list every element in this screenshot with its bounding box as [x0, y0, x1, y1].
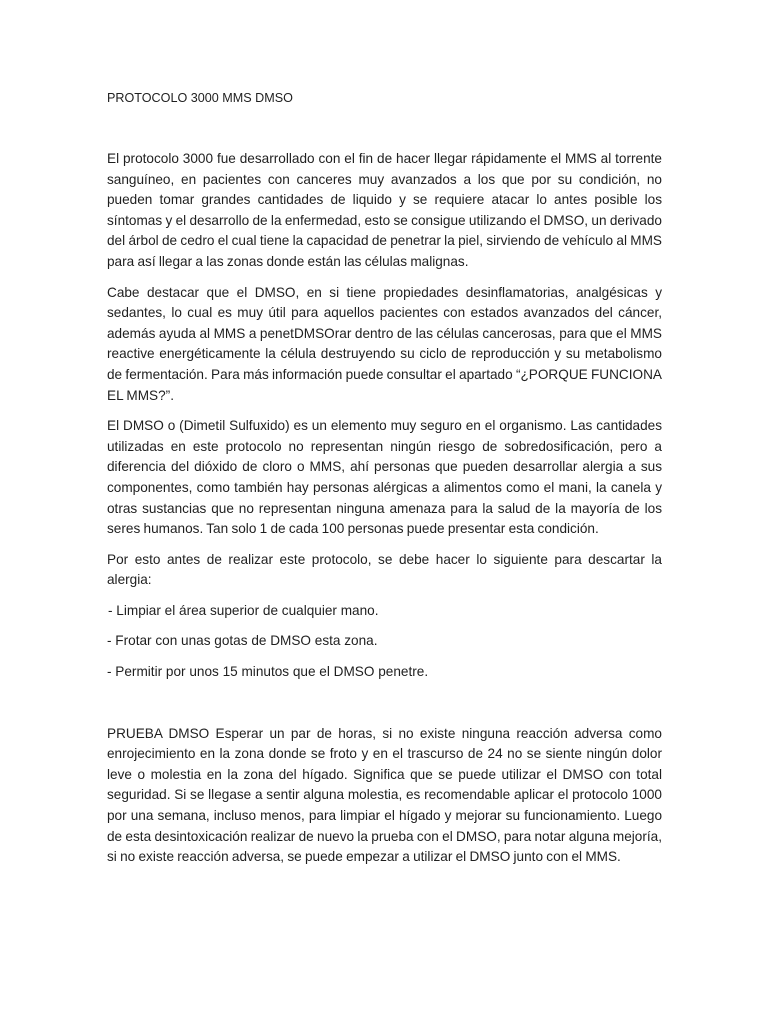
paragraph-dmso-properties: Cabe destacar que el DMSO, en si tiene propiedades desinflamatorias, analgésicas y sedantes, lo cual es muy útil para aquellos pacientes con estados avanzados del cáncer, además ayuda al MMS a penetDMSOrar dentro de las células cancerosas, para que el MMS reactive energéticamente la célula destruyendo su ciclo de reproducción y su metabolismo de fermentación. Para más información puede consultar el apartado “¿PORQUE FUNCIONA EL MMS?”. — [107, 284, 662, 403]
document-title: PROTOCOLO 3000 MMS DMSO — [107, 91, 293, 105]
document-body — [107, 88, 662, 878]
paragraph-dmso-safety: El DMSO o (Dimetil Sulfuxido) es un elemento muy seguro en el organismo. Las cantidades utilizadas en este protocolo no representan ningún riesgo de sobredosificación, pero a diferencia del dióxido de cloro o MMS, ahí personas que pueden desarrollar alergia a sus componentes, como también hay personas alérgicas a alimentos como el mani, la canela y otras sustancias que no representan ninguna amenaza para la salud de la mayoría de los seres humanos. Tan solo 1 de cada 100 personas puede presentar esta condición. — [107, 418, 662, 537]
paragraph-allergy-test-intro: Por esto antes de realizar este protocolo, se debe hacer lo siguiente para descartar la alergia: — [107, 551, 662, 588]
paragraph-intro: El protocolo 3000 fue desarrollado con el fin de hacer llegar rápidamente el MMS al torrente sanguíneo, en pacientes con canceres muy avanzados a los que por su condición, no pueden tomar grandes cantidades de liquido y se requiere atacar lo antes posible los síntomas y el desarrollo de la enfermedad, esto se consigue utilizando el DMSO, un derivado del árbol de cedro el cual tiene la capacidad de penetrar la piel, sirviendo de vehículo al MMS para así llegar a las zonas donde están las células malignas. — [107, 151, 662, 269]
paragraph-dmso-test: PRUEBA DMSO Esperar un par de horas, si no existe ninguna reacción adversa como enrojecimiento en la zona donde se froto y en el trascurso de 24 no se siente ningún dolor leve o molestia en la zona del hígado. Significa que se puede utilizar el DMSO con total seguridad. Si se llegase a sentir alguna molestia, es recomendable aplicar el protocolo 1000 por una semana, incluso menos, para limpiar el hígado y mejorar su funcionamiento. Luego de esta desintoxicación realizar de nuevo la prueba con el DMSO, para notar alguna mejoría, si no existe reacción adversa, se puede empezar a utilizar el DMSO junto con el MMS. — [107, 725, 662, 865]
step-item-rub-dmso: - Frotar con unas gotas de DMSO esta zona. — [107, 633, 378, 649]
step-item-clean-area: - Limpiar el área superior de cualquier mano. — [108, 602, 379, 618]
step-item-wait-minutes: - Permitir por unos 15 minutos que el DMSO penetre. — [107, 664, 429, 680]
